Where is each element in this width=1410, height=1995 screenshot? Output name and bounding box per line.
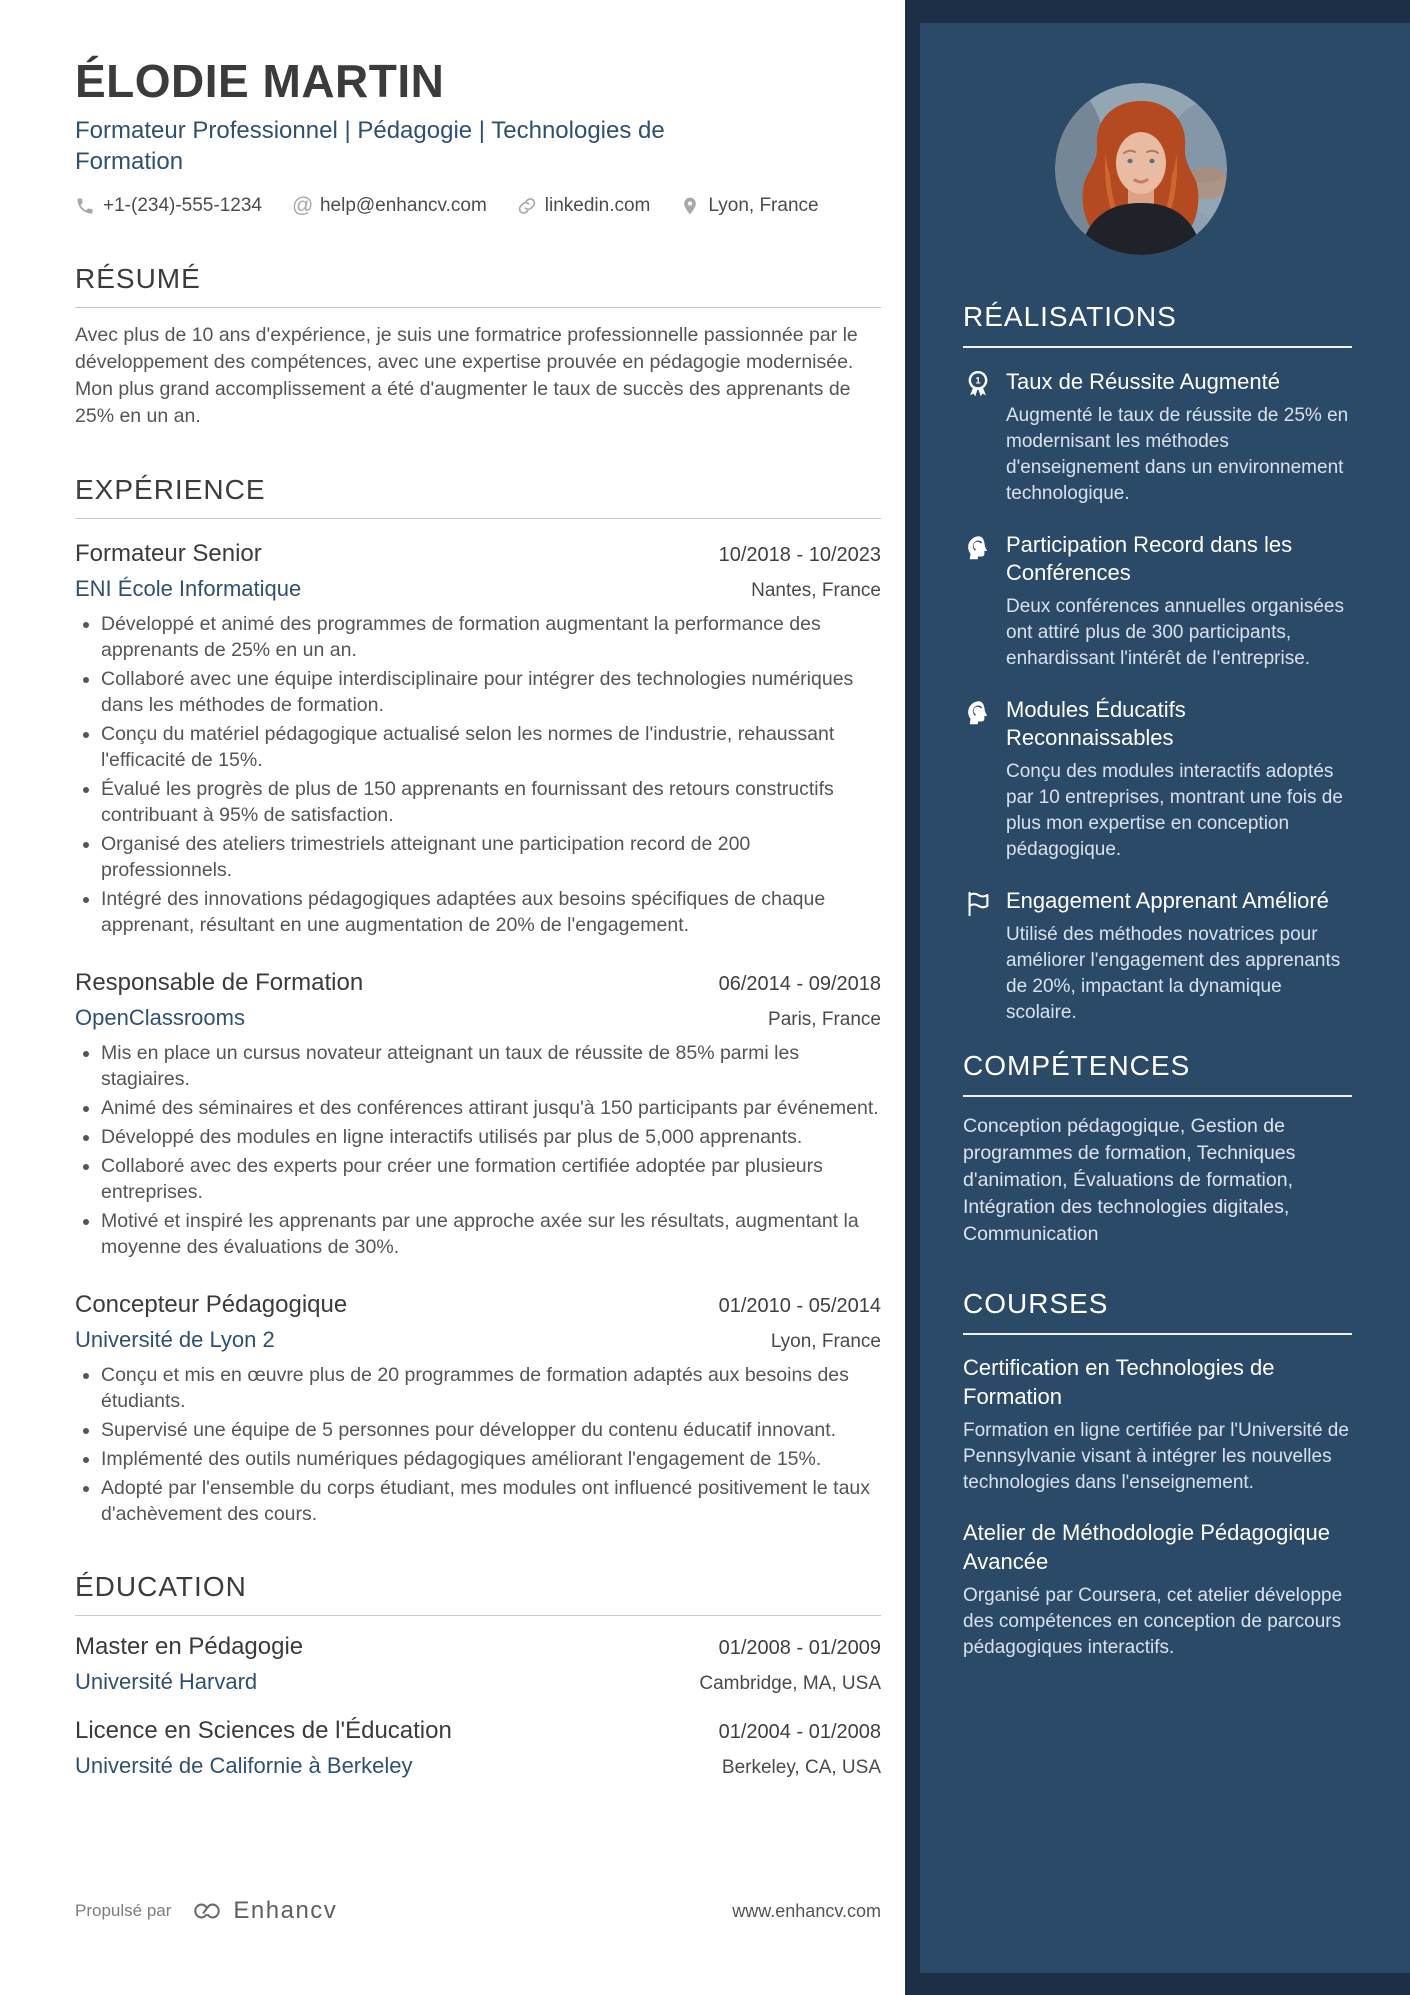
job-dates: 10/2018 - 10/2023 [718, 544, 881, 566]
education-item [75, 1632, 881, 1696]
contact-row [75, 195, 881, 217]
contact-location [680, 195, 818, 217]
flag-icon [963, 887, 993, 1026]
location-pin-icon [680, 196, 700, 216]
location-value: Lyon, France [708, 195, 819, 216]
bullet: • Animé des séminaires et des conférences attirant jusqu'à 150 participants par événement. [101, 1095, 881, 1121]
website-value[interactable]: linkedin.com [544, 195, 651, 216]
job-title: Concepteur Pédagogique [75, 1291, 348, 1318]
link-icon [517, 196, 537, 216]
phone-icon [75, 196, 95, 216]
bullet: • Collaboré avec des experts pour créer une formation certifiée adoptée par plusieurs entreprises. [101, 1153, 881, 1205]
section-resume [75, 263, 881, 430]
phone-value: +1-(234)-555-1234 [103, 195, 262, 216]
section-education [75, 1571, 881, 1780]
education-heading: ÉDUCATION [75, 1571, 881, 1616]
achievement-body [1006, 887, 1352, 1026]
powered-by-label: Propulsé par [75, 1901, 172, 1920]
bullet: • Adopté par l'ensemble du corps étudiant, mes modules ont influencé positivement le taux d'achèvement des cours. [101, 1475, 881, 1527]
brain-head-icon [963, 531, 993, 672]
bullet: • Intégré des innovations pédagogiques adaptées aux besoins spécifiques de chaque apprenant, résultant en une augmentation de 20% de l'engagement. [101, 886, 881, 938]
achievement-text: Augmenté le taux de réussite de 25% en modernisant les méthodes d'enseignement dans un environnement technologique. [1006, 405, 1349, 504]
candidate-name: ÉLODIE MARTIN [75, 55, 445, 107]
school-location: Berkeley, CA, USA [721, 1757, 881, 1778]
job-bullets [75, 611, 881, 938]
footer-site-url[interactable]: www.enhancv.com [732, 1900, 881, 1921]
job-bullets [75, 1362, 881, 1527]
at-icon: @ [291, 194, 314, 217]
achievement-body [1006, 531, 1352, 672]
svg-text:1: 1 [975, 375, 981, 386]
skills-heading: COMPÉTENCES [963, 1050, 1352, 1097]
achievement-item [963, 696, 1352, 863]
bullet: • Supervisé une équipe de 5 personnes pour développer du contenu éducatif innovant. [101, 1417, 881, 1443]
degree-dates: 01/2008 - 01/2009 [718, 1637, 881, 1659]
education-subheader [75, 1752, 881, 1780]
section-experience [75, 474, 881, 1527]
contact-link[interactable] [517, 195, 651, 217]
course-text: Formation en ligne certifiée par l'Université de Pennsylvanie visant à intégrer les nouvelles technologies dans l'enseignement. [963, 1420, 1349, 1493]
job-header [75, 539, 881, 569]
achievement-text: Conçu des modules interactifs adoptés par 10 entreprises, montrant une fois de plus mon expertise en conception pédagogique. [1006, 761, 1343, 860]
achievement-title: Taux de Réussite Augmenté [1006, 369, 1280, 394]
job-company: ENI École Informatique [75, 576, 302, 601]
school-name: Université de Californie à Berkeley [75, 1753, 413, 1778]
main-column [75, 55, 881, 1780]
degree-dates: 01/2004 - 01/2008 [718, 1721, 881, 1743]
experience-item [75, 539, 881, 938]
achievement-title: Participation Record dans les Conférences [1006, 532, 1293, 585]
job-header [75, 1290, 881, 1320]
job-company: OpenClassrooms [75, 1005, 245, 1030]
email-value[interactable]: help@enhancv.com [319, 195, 487, 216]
job-dates: 01/2010 - 05/2014 [718, 1295, 881, 1317]
achievement-text: Deux conférences annuelles organisées ont attiré plus de 300 participants, enhardissant l'intérêt de l'entreprise. [1006, 596, 1344, 669]
job-subheader [75, 1326, 881, 1354]
bullet: • Conçu et mis en œuvre plus de 20 programmes de formation adaptés aux besoins des étudiants. [101, 1362, 881, 1414]
section-skills [963, 1050, 1352, 1248]
education-header [75, 1632, 881, 1662]
bullet: • Collaboré avec une équipe interdisciplinaire pour intégrer des technologies numériques dans les méthodes de formation. [101, 666, 881, 718]
job-subheader [75, 575, 881, 603]
school-name: Université Harvard [75, 1669, 258, 1694]
achievement-title: Modules Éducatifs Reconnaissables [1006, 697, 1186, 750]
bullet: • Implémenté des outils numériques pédagogiques améliorant l'engagement de 15%. [101, 1446, 881, 1472]
footer [75, 1897, 881, 1925]
section-achievements [963, 301, 1352, 1026]
job-title: Formateur Senior [75, 540, 262, 567]
job-location: Nantes, France [751, 580, 881, 601]
achievement-text: Utilisé des méthodes novatrices pour améliorer l'engagement des apprenants de 20%, impactant la dynamique scolaire. [1006, 924, 1341, 1023]
candidate-headline: Formateur Professionnel | Pédagogie | Technologies de Formation [75, 117, 665, 175]
job-title: Responsable de Formation [75, 969, 364, 996]
degree-title: Master en Pédagogie [75, 1633, 304, 1660]
sidebar [905, 0, 1410, 1995]
experience-item [75, 968, 881, 1260]
experience-heading: EXPÉRIENCE [75, 474, 881, 519]
brain-head-icon [963, 696, 993, 863]
section-courses [963, 1288, 1352, 1661]
education-item [75, 1716, 881, 1780]
bullet: • Organisé des ateliers trimestriels atteignant une participation record de 200 professionnels. [101, 831, 881, 883]
job-dates: 06/2014 - 09/2018 [718, 973, 881, 995]
course-title: Atelier de Méthodologie Pédagogique Avancée [963, 1520, 1330, 1574]
job-location: Paris, France [768, 1009, 881, 1030]
achievement-item [963, 887, 1352, 1026]
education-header [75, 1716, 881, 1746]
course-item [963, 1518, 1352, 1661]
bullet: • Développé et animé des programmes de formation augmentant la performance des apprenants de 25% en un an. [101, 611, 881, 663]
contact-email[interactable] [292, 195, 487, 217]
enhancv-logo-icon [187, 1898, 227, 1924]
enhancv-wordmark: Enhancv [233, 1897, 338, 1924]
achievement-item [963, 368, 1352, 507]
bullet: • Motivé et inspiré les apprenants par une approche axée sur les résultats, augmentant la moyenne des évaluations de 30%. [101, 1208, 881, 1260]
skills-text: Conception pédagogique, Gestion de programmes de formation, Techniques d'animation, Évaluations de formation, Intégration des technologies digitales, Communication [963, 1115, 1296, 1245]
resume-summary: Avec plus de 10 ans d'expérience, je suis une formatrice professionnelle passionnée par le développement des compétences, avec une expertise prouvée en pédagogie modernisée. Mon plus grand accomplissement a été d'augmenter le taux de succès des apprenants de 25% en un an. [75, 324, 858, 427]
achievement-title: Engagement Apprenant Amélioré [1006, 888, 1329, 913]
bullet: • Conçu du matériel pédagogique actualisé selon les normes de l'industrie, rehaussant l'efficacité de 15%. [101, 721, 881, 773]
achievement-item [963, 531, 1352, 672]
experience-item [75, 1290, 881, 1527]
course-item [963, 1353, 1352, 1496]
sidebar-panel [920, 23, 1410, 1973]
contact-phone [75, 195, 262, 217]
resume-heading: RÉSUMÉ [75, 263, 881, 308]
achievement-body [1006, 696, 1352, 863]
bullet: • Évalué les progrès de plus de 150 apprenants en fournissant des retours constructifs contribuant à 95% de satisfaction. [101, 776, 881, 828]
avatar [1055, 83, 1227, 255]
job-subheader [75, 1004, 881, 1032]
course-title: Certification en Technologies de Formation [963, 1355, 1275, 1409]
achievements-heading: RÉALISATIONS [963, 301, 1352, 348]
job-location: Lyon, France [770, 1331, 881, 1352]
job-bullets [75, 1040, 881, 1260]
degree-title: Licence en Sciences de l'Éducation [75, 1717, 452, 1744]
school-location: Cambridge, MA, USA [699, 1673, 881, 1694]
achievement-body [1006, 368, 1352, 507]
course-text: Organisé par Coursera, cet atelier développe des compétences en conception de parcours pédagogiques interactifs. [963, 1585, 1343, 1658]
job-header [75, 968, 881, 998]
bullet: • Mis en place un cursus novateur atteignant un taux de réussite de 85% parmi les stagiaires. [101, 1040, 881, 1092]
courses-heading: COURSES [963, 1288, 1352, 1335]
medal-icon [963, 368, 993, 507]
job-company: Université de Lyon 2 [75, 1327, 275, 1352]
bullet: • Développé des modules en ligne interactifs utilisés par plus de 5,000 apprenants. [101, 1124, 881, 1150]
education-subheader [75, 1668, 881, 1696]
achievements-list [963, 368, 1352, 1026]
